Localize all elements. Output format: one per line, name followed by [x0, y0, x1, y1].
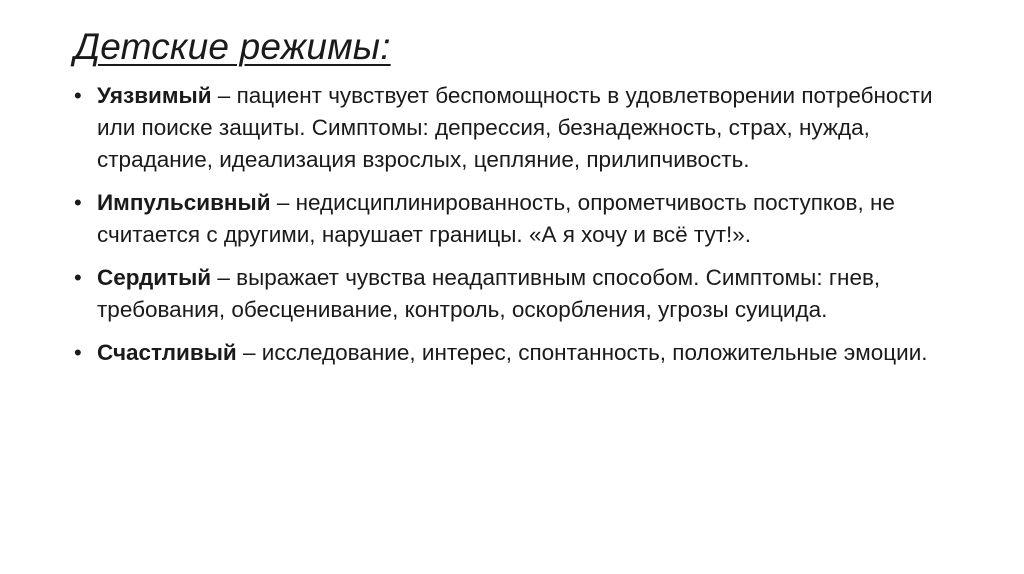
bullet-list: [72, 80, 972, 380]
mode-term: Счастливый: [97, 340, 237, 365]
bullet-item-happy: [72, 337, 972, 369]
mode-description: – пациент чувствует беспомощность в удовлетворении потребности или поиске защиты. Симптомы: депрессия, безнадежность, страх, нужда, страдание, идеализация взрослых, цепляние, прилипчивость.: [97, 83, 933, 172]
mode-term: Импульсивный: [97, 190, 271, 215]
mode-term: Уязвимый: [97, 83, 212, 108]
mode-description: – выражает чувства неадаптивным способом. Симптомы: гнев, требования, обесценивание, контроль, оскорбления, угрозы суицида.: [97, 265, 881, 322]
mode-term: Сердитый: [97, 265, 212, 290]
bullet-item-angry: [72, 262, 972, 326]
bullet-icon: •: [74, 340, 82, 365]
bullet-item-vulnerable: [72, 80, 972, 176]
mode-description: – недисциплинированность, опрометчивость поступков, не считается с другими, нарушает границы. «А я хочу и всё тут!».: [97, 190, 895, 247]
bullet-icon: •: [74, 190, 82, 215]
bullet-icon: •: [74, 265, 82, 290]
slide-title: Детские режимы:: [74, 26, 391, 67]
bullet-icon: •: [74, 83, 82, 108]
bullet-item-impulsive: [72, 187, 972, 251]
mode-description: – исследование, интерес, спонтанность, положительные эмоции.: [236, 340, 928, 365]
